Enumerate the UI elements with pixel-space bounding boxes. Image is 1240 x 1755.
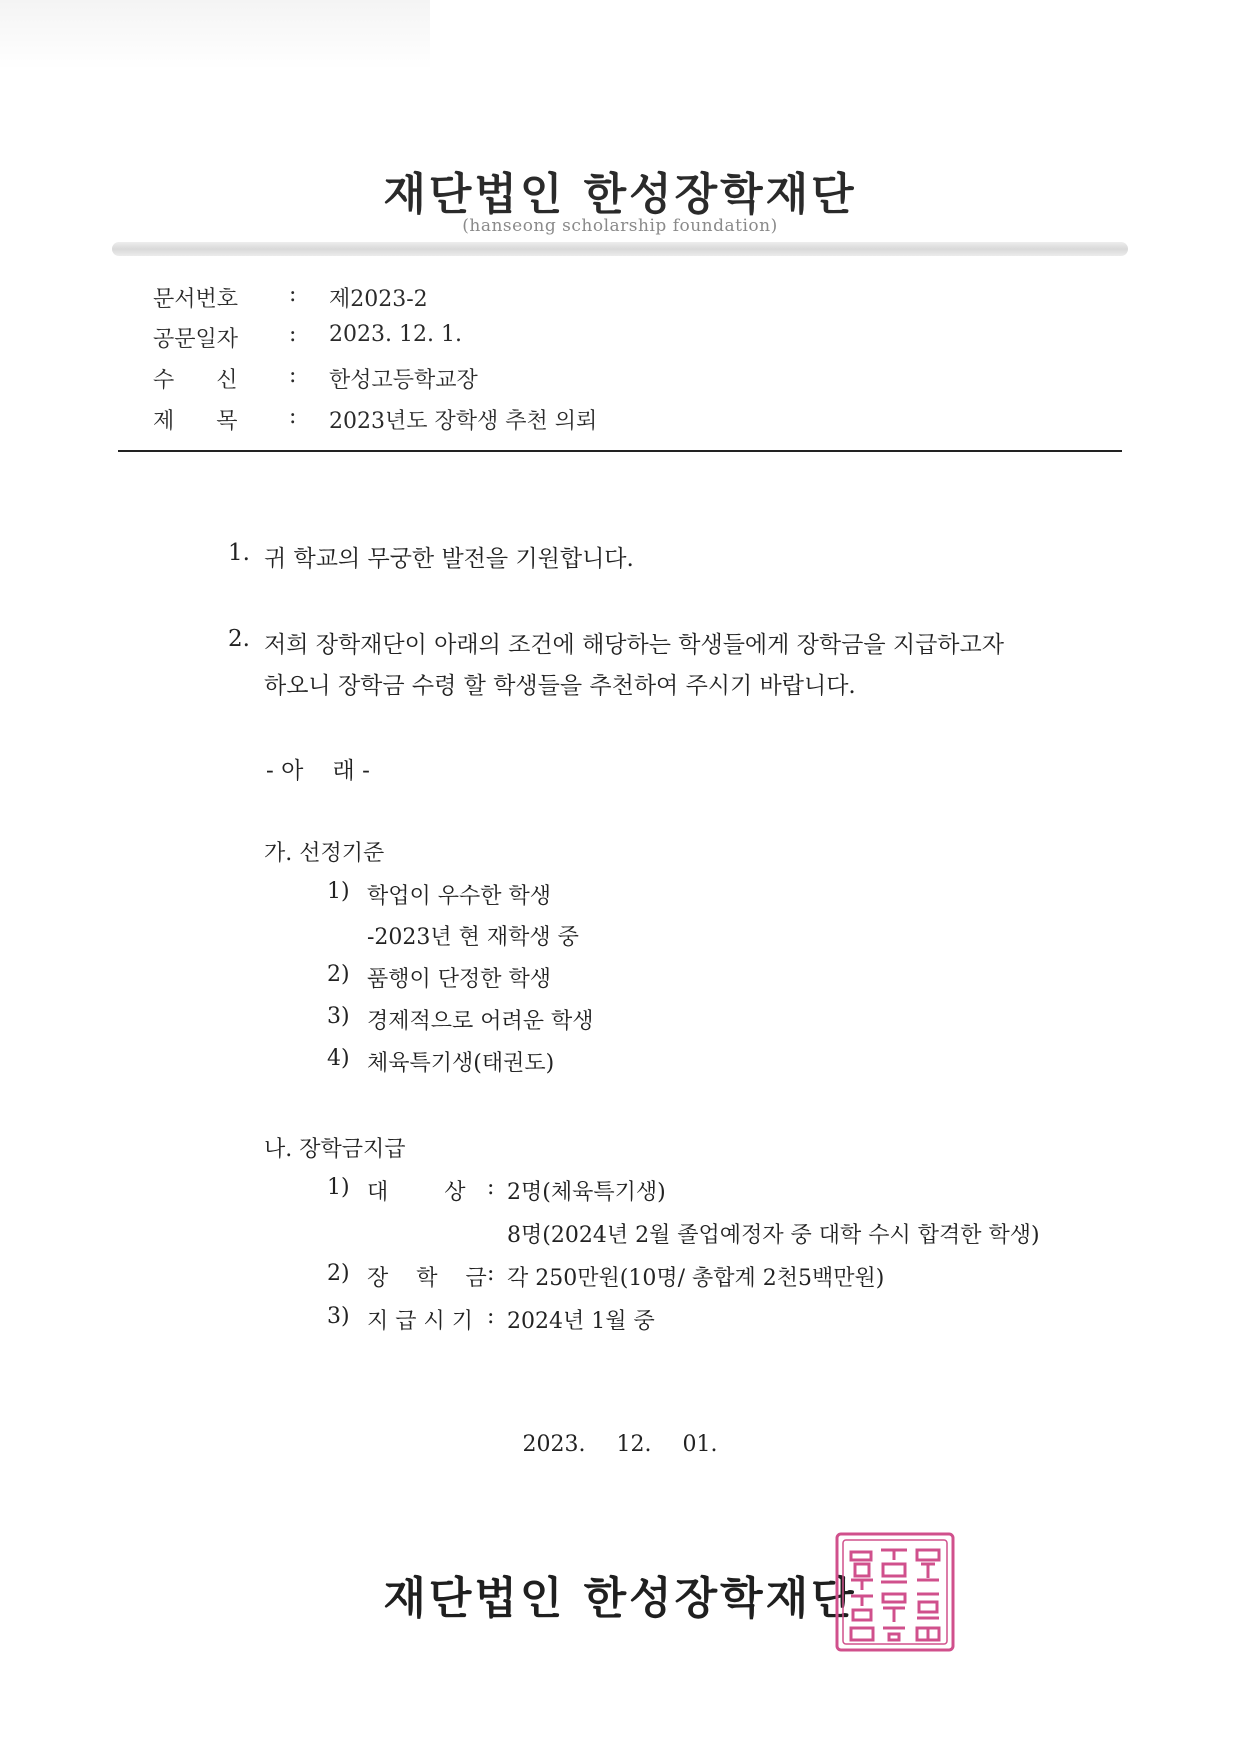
document-title: 재단법인 한성장학재단 [383, 169, 857, 220]
item-value: 8명(2024년 2월 졸업예정자 중 대학 수시 합격한 학생) [507, 1223, 1040, 1248]
item-text: 학업이 우수한 학생 [367, 884, 552, 909]
official-seal [833, 1530, 957, 1654]
item-label: 장 학 금 [367, 1266, 487, 1291]
seal-glyph [851, 1628, 939, 1640]
item-colon: : [487, 1304, 495, 1329]
item-number: 3) [327, 1004, 350, 1029]
item-colon: : [487, 1261, 495, 1286]
item-text: -2023년 현 재학생 중 [367, 925, 579, 950]
meta-value: 2023년도 장학생 추천 의뢰 [329, 409, 598, 434]
paragraph-number: 1. [228, 540, 250, 566]
seal-glyph [917, 1594, 939, 1618]
paragraph-text-line: 저희 장학재단이 아래의 조건에 해당하는 학생들에게 장학금을 지급하고자 [264, 632, 1004, 658]
item-value: 각 250만원(10명/ 총합계 2천5백만원) [507, 1266, 885, 1291]
header-divider-band [112, 242, 1128, 256]
seal-glyph [883, 1594, 905, 1622]
meta-separator: : [289, 363, 297, 388]
meta-label: 문서번호 [153, 287, 239, 312]
meta-value: 제2023-2 [329, 287, 428, 312]
meta-value: 2023. 12. 1. [329, 322, 462, 347]
section-b-title: 나. 장학금지급 [264, 1137, 406, 1162]
meta-value: 한성고등학교장 [329, 368, 478, 393]
item-number: 2) [327, 1261, 350, 1286]
item-number: 3) [327, 1304, 350, 1329]
paragraph-number: 2. [228, 626, 250, 652]
scan-shadow [0, 0, 430, 70]
item-number: 1) [327, 1175, 350, 1200]
item-label: 지 급 시 기 [367, 1309, 473, 1334]
seal-glyph [881, 1550, 907, 1582]
meta-separator: : [289, 322, 297, 347]
item-text: 품행이 단정한 학생 [367, 967, 552, 992]
header-rule [118, 450, 1122, 452]
meta-separator: : [289, 282, 297, 307]
seal-glyph [851, 1596, 873, 1620]
item-text: 경제적으로 어려운 학생 [367, 1009, 594, 1034]
seal-strokes [837, 1534, 953, 1650]
item-number: 1) [327, 879, 350, 904]
item-label: 대 상 [367, 1180, 466, 1205]
item-number: 2) [327, 962, 350, 987]
issuer-name: 재단법인 한성장학재단 [383, 1573, 857, 1624]
meta-label: 제 목 [153, 409, 238, 434]
below-heading: - 아 래 - [266, 758, 370, 784]
document-subtitle: (hanseong scholarship foundation) [462, 216, 778, 236]
meta-separator: : [289, 404, 297, 429]
seal-glyph [917, 1550, 939, 1580]
paragraph-2-continued: 하오니 장학금 수령 할 학생들을 추천하여 주시기 바랍니다. [264, 673, 856, 699]
item-value: 2명(체육특기생) [507, 1180, 666, 1205]
meta-label: 수 신 [153, 368, 238, 393]
meta-label: 공문일자 [153, 327, 239, 352]
closing-date: 2023. 12. 01. [522, 1432, 718, 1457]
item-colon: : [487, 1175, 495, 1200]
section-a-title: 가. 선정기준 [264, 841, 385, 866]
seal-glyph [851, 1552, 873, 1590]
item-text: 체육특기생(태권도) [367, 1051, 555, 1076]
item-number: 4) [327, 1046, 350, 1071]
paragraph-text: 귀 학교의 무궁한 발전을 기원합니다. [264, 546, 634, 572]
item-value: 2024년 1월 중 [507, 1309, 655, 1334]
